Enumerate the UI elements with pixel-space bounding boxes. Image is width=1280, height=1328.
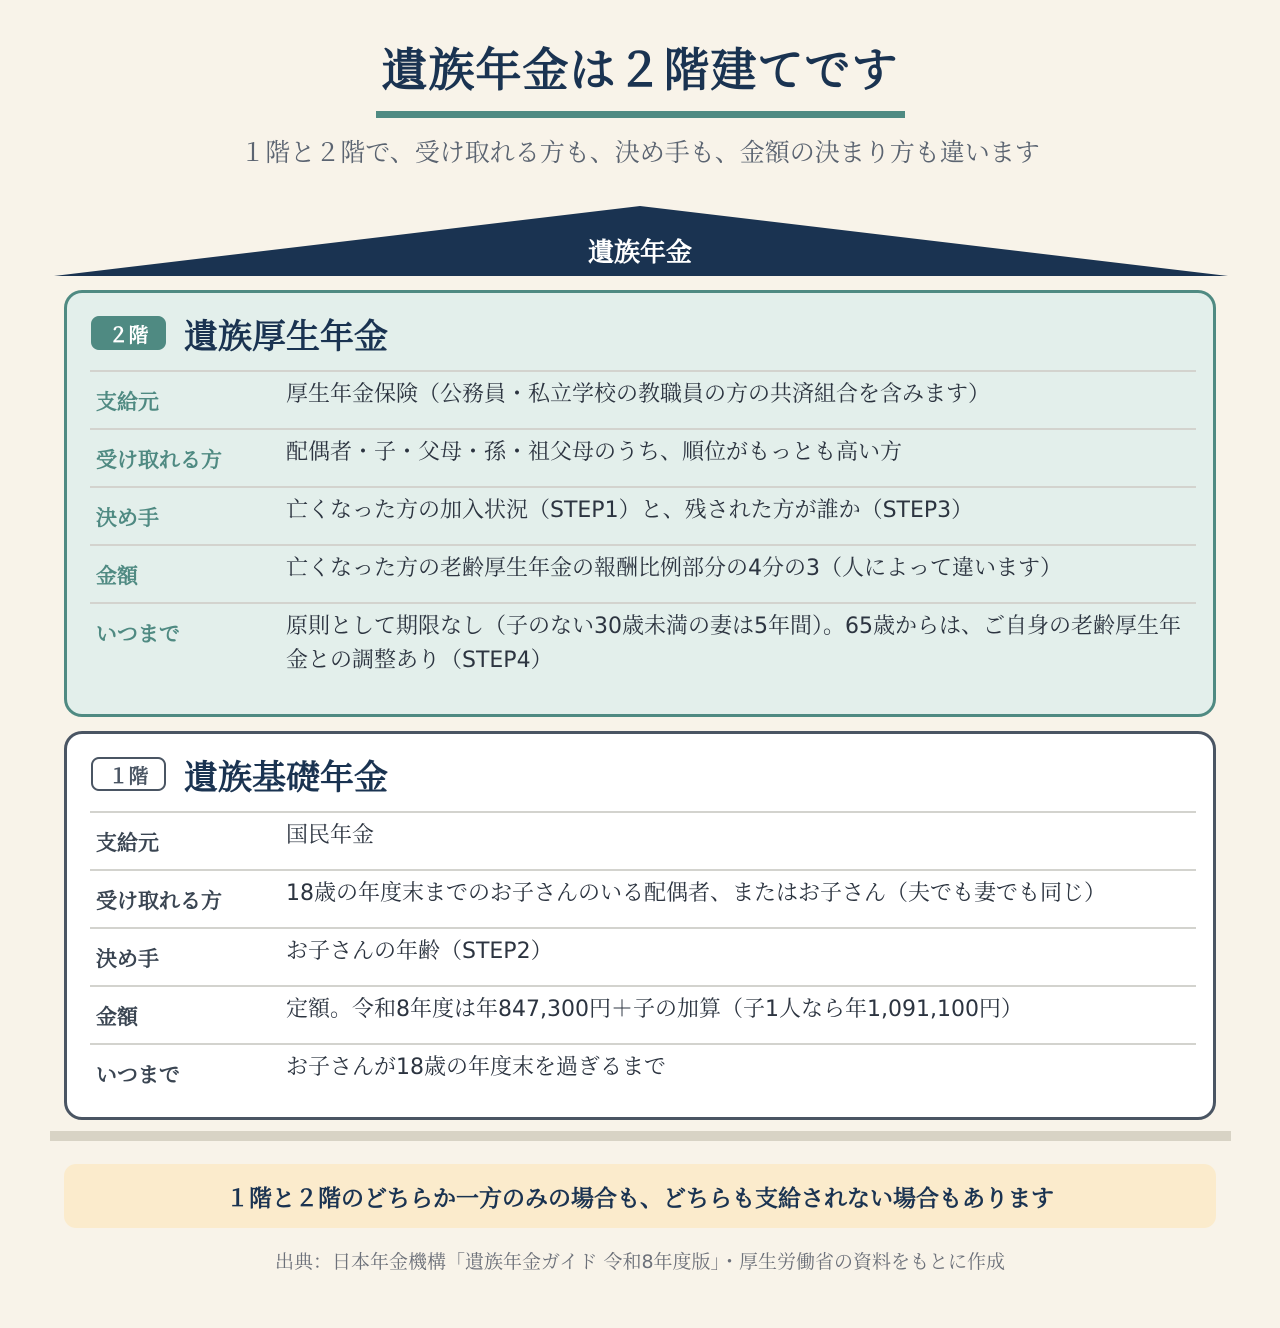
table-row	[90, 869, 1196, 927]
row-value: 亡くなった方の老齢厚生年金の報酬比例部分の4分の3（人によって違います）	[286, 556, 1062, 581]
roof-label: 遺族年金	[587, 238, 692, 268]
page-title: 遺族年金は２階建てです	[381, 43, 899, 97]
floor-2-table	[90, 370, 1196, 694]
row-label: 支給元	[96, 390, 159, 414]
row-value: 定額。令和8年度は年847,300円＋子の加算（子1人なら年1,091,100円）	[286, 997, 1023, 1022]
row-value: 厚生年金保険（公務員・私立学校の教職員の方の共済組合を含みます）	[286, 382, 991, 407]
floor-1-title: 遺族基礎年金	[184, 757, 388, 798]
row-value: 国民年金	[286, 823, 375, 848]
row-value: 亡くなった方の加入状況（STEP1）と、残された方が誰か（STEP3）	[286, 498, 974, 523]
page-subtitle: １階と２階で、受け取れる方も、決め手も、金額の決まり方も違います	[240, 138, 1040, 167]
floor-2-header	[91, 311, 388, 355]
table-row	[90, 602, 1196, 694]
row-value: お子さんが18歳の年度末を過ぎるまで	[286, 1055, 666, 1080]
note-text: １階と２階のどちらか一方のみの場合も、どちらも支給されない場合もあります	[226, 1185, 1054, 1212]
row-label: 支給元	[96, 831, 159, 855]
table-row	[90, 486, 1196, 544]
note-box	[64, 1164, 1216, 1228]
table-row	[90, 1043, 1196, 1101]
floor-1-badge: １階	[91, 757, 166, 791]
foundation-bar	[50, 1131, 1231, 1141]
floor-1-header	[91, 752, 388, 796]
floor-2-panel	[64, 290, 1216, 717]
row-label: いつまで	[96, 622, 180, 646]
row-label: 受け取れる方	[96, 889, 222, 913]
floor-2-badge: ２階	[91, 316, 166, 350]
table-row	[90, 927, 1196, 985]
table-row	[90, 370, 1196, 428]
table-row	[90, 544, 1196, 602]
row-label: いつまで	[96, 1063, 180, 1087]
row-label: 決め手	[96, 947, 159, 971]
row-value: お子さんの年齢（STEP2）	[286, 939, 553, 964]
row-label: 受け取れる方	[96, 448, 222, 472]
table-row	[90, 428, 1196, 486]
row-label: 決め手	[96, 506, 159, 530]
source-credit: 出典：日本年金機構「遺族年金ガイド 令和8年度版」・厚生労働省の資料をもとに作成	[274, 1251, 1006, 1273]
table-row	[90, 985, 1196, 1043]
title-underline	[376, 111, 905, 118]
row-label: 金額	[96, 1005, 138, 1029]
row-value: 配偶者・子・父母・孫・祖父母のうち、順位がもっとも高い方	[286, 440, 903, 465]
floor-1-table	[90, 811, 1196, 1101]
floor-1-panel	[64, 731, 1216, 1120]
table-row	[90, 811, 1196, 869]
row-value: 原則として期限なし（子のない30歳未満の妻は5年間）。65歳からは、ご自身の老齢厚生年金との調整あり（STEP4）	[286, 614, 1181, 673]
row-value: 18歳の年度末までのお子さんのいる配偶者、またはお子さん（夫でも妻でも同じ）	[286, 881, 1106, 906]
row-label: 金額	[96, 564, 138, 588]
floor-2-title: 遺族厚生年金	[184, 316, 388, 357]
